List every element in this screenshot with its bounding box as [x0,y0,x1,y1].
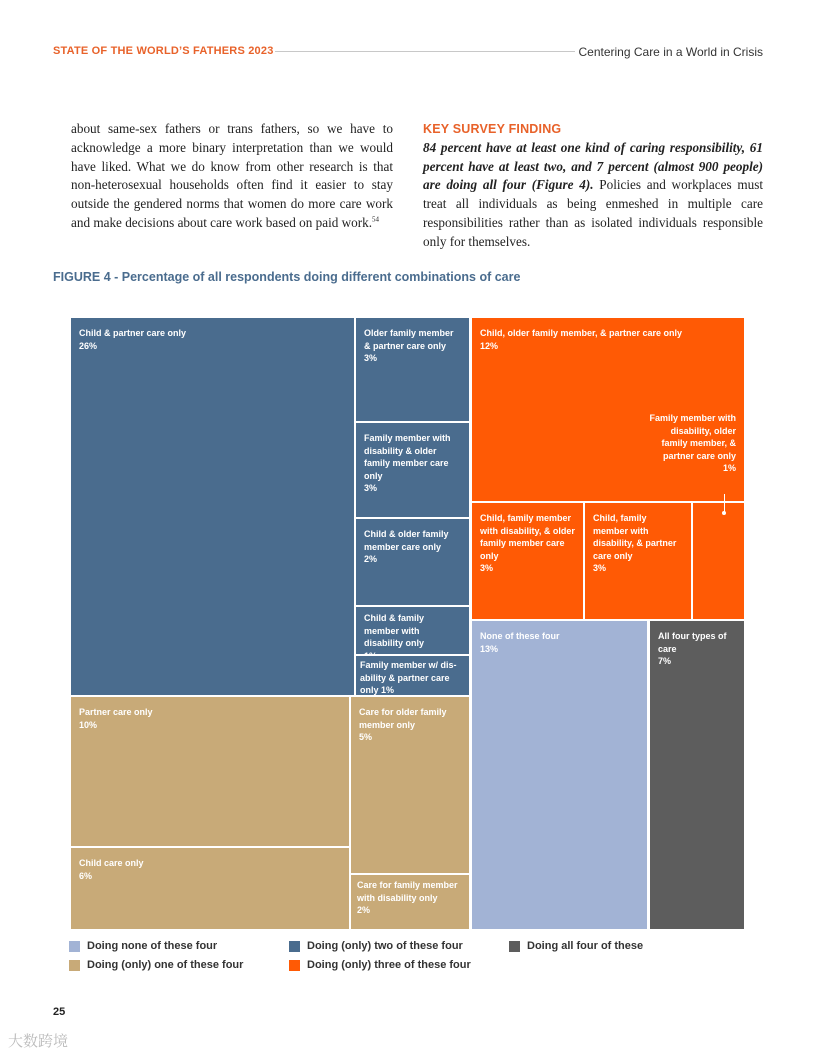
figure-title: FIGURE 4 - Percentage of all respondents doing different combinations of care [53,270,521,284]
treemap-cell [356,519,469,605]
treemap-cell [650,621,744,929]
legend-swatch [289,960,300,971]
treemap-cell [351,875,469,929]
cell-value: 3% [364,353,378,364]
body-paragraph: about same-sex fathers or trans fathers, so we have to acknowledge a more binary interpretation than we would have liked. What we do know from other research is that non-heterosexual households often find it easier to stay outside the gendered norms that women do more care work and make decisions about care work based on paid work. [71,121,393,230]
legend-item [289,940,463,952]
footnote-ref: 54 [372,215,380,224]
key-finding-text: Policies and workplaces must treat all individuals as being enmeshed in multiple care responsibilities rather than as isolated individuals responsible only for themselves. [423,177,764,249]
cell-label: All four types of care [658,631,727,654]
cell-value: 7% [658,656,672,667]
cell-label: Older family member & partner care only [364,328,454,351]
cell-value: 2% [364,554,378,565]
cell-label: Child & partner care only [79,328,187,338]
cell-value: 3% [480,563,494,574]
treemap-callout [640,408,740,498]
treemap-cell [71,697,349,846]
cell-label: Care for family member with disability only [357,880,458,903]
cell-value: 6% [79,870,93,881]
cell-value: 13% [480,643,499,654]
cell-label: Family member with disability & older family member care only [364,433,451,481]
body-left-column [71,120,393,233]
legend-item [289,959,471,971]
legend-label: Doing (only) two of these four [307,940,463,952]
treemap-cell [585,503,691,619]
legend-label: Doing (only) three of these four [307,959,471,971]
callout-leader-dot [722,511,726,515]
cell-value: 3% [593,563,607,574]
watermark: 大数跨境 [8,1032,69,1050]
cell-value: 1% [722,463,736,474]
cell-value: 3% [364,483,378,494]
treemap-cell [356,318,469,421]
legend-label: Doing all four of these [527,940,644,952]
legend-swatch [69,941,80,952]
treemap-cell [71,318,354,695]
body-right-column [423,120,763,252]
cell-value: 12% [480,340,499,351]
treemap-cell [472,621,647,929]
legend-label: Doing none of these four [87,940,218,952]
legend-swatch [509,941,520,952]
legend-item [69,940,217,952]
key-finding-highlight: 84 percent have at least one kind of caring responsibility, 61 percent have at least two, and 7 percent (almost 900 people) are doing all four (Figure 4). [423,139,763,193]
cell-label: Child & family member with disability only [364,613,425,649]
cell-value: 1% [381,685,395,696]
page-number: 25 [53,1006,66,1018]
treemap-cell [71,848,349,929]
treemap-cell [356,656,469,695]
legend-swatch [69,960,80,971]
callout-leader-line [724,494,725,512]
treemap-cell [356,423,469,517]
treemap-cell [356,607,469,654]
running-header-title: STATE OF THE WORLD’S FATHERS 2023 [53,45,274,57]
cell-label: Partner care only [79,707,153,717]
treemap-cell [351,697,469,873]
cell-label: Child, family member with disability, & older family member care only [480,513,575,561]
cell-label: Child, older family member, & partner care only [480,328,683,338]
cell-label: Child & older family member care only [364,529,449,552]
cell-value: 26% [79,340,98,351]
cell-value: 10% [79,719,98,730]
legend-item [69,959,243,971]
key-finding-title: KEY SURVEY FINDING [423,122,562,136]
header-divider [275,51,575,52]
cell-label: Child care only [79,858,144,868]
legend-label: Doing (only) one of these four [87,959,244,971]
cell-label: None of these four [480,631,560,641]
cell-label: Care for older family member only [359,707,447,730]
cell-value: 2% [357,905,371,916]
treemap-cell [472,503,583,619]
cell-value: 5% [359,732,373,743]
legend-item [509,940,643,952]
cell-label: Family member w/ dis- ability & partner care only [360,660,457,696]
cell-label: Family member with disability, older family member, & partner care only [649,413,736,461]
cell-label: Child, family member with disability, & partner care only [593,513,677,561]
treemap-cell [693,503,744,619]
running-header-subtitle: Centering Care in a World in Crisis [578,45,763,59]
legend-swatch [289,941,300,952]
